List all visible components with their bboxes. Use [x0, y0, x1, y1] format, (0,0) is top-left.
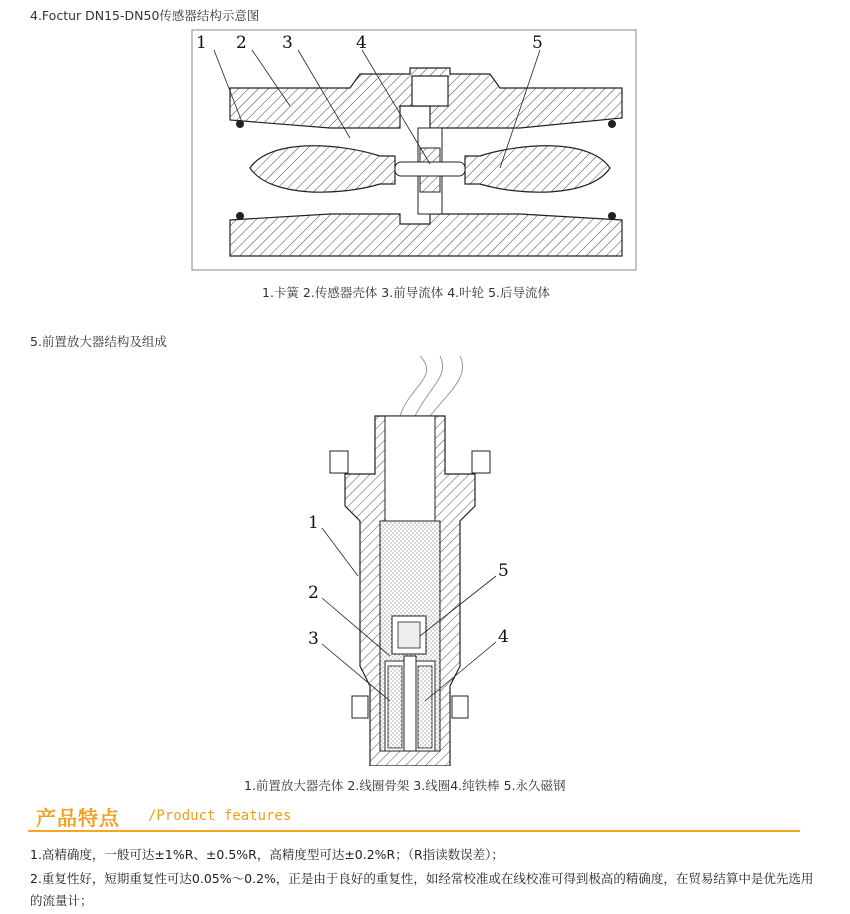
- feature-item-2: 2.重复性好，短期重复性可达0.05%～0.2%，正是由于良好的重复性，如经常校准或在线校准可得到极高的精确度，在贸易结算中是优先选用的流量计；: [30, 871, 814, 908]
- features-title-cn: 产品特点: [36, 806, 120, 830]
- section5-caption: 1.前置放大器壳体 2.线圈骨架 3.线圈4.纯铁棒 5.永久磁钢: [244, 778, 566, 793]
- sensor-label-5: 5: [532, 33, 543, 53]
- sensor-label-4: 4: [356, 33, 367, 53]
- sensor-structure-diagram: [190, 28, 640, 273]
- preamp-label-3: 3: [308, 629, 319, 649]
- sensor-label-1: 1: [196, 33, 207, 53]
- preamp-label-1: 1: [308, 513, 319, 533]
- features-title-en: /Product features: [148, 808, 292, 824]
- features-header: [28, 800, 800, 832]
- sensor-label-2: 2: [236, 33, 247, 53]
- section4-caption: 1.卡簧 2.传感器壳体 3.前导流体 4.叶轮 5.后导流体: [262, 285, 551, 300]
- preamp-label-2: 2: [308, 583, 319, 603]
- preamplifier-structure-diagram: [300, 356, 530, 766]
- feature-item-1: 1.高精确度，一般可达±1%R、±0.5%R，高精度型可达±0.2%R；（R指读数误差）；: [30, 847, 504, 862]
- section4-heading: 4.Foctur DN15-DN50传感器结构示意图: [30, 8, 260, 23]
- preamp-label-4: 4: [498, 627, 509, 647]
- features-divider: [28, 830, 800, 832]
- preamp-label-5: 5: [498, 561, 509, 581]
- sensor-label-3: 3: [282, 33, 293, 53]
- section5-heading: 5.前置放大器结构及组成: [30, 334, 167, 349]
